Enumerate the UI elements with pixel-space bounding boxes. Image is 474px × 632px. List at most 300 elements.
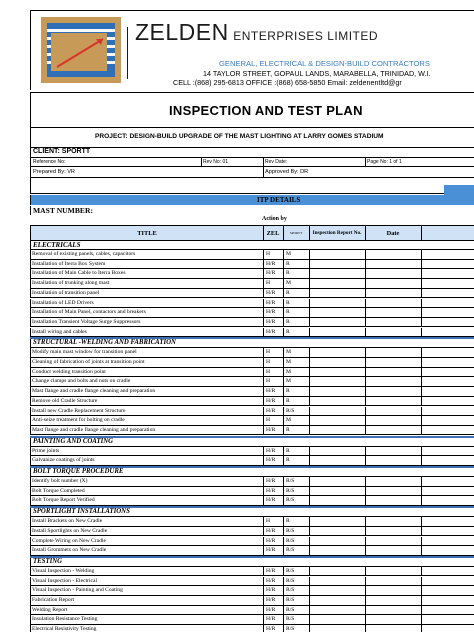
row-sportt-action: R [286, 309, 290, 316]
cell-border [263, 299, 264, 308]
cell-border [263, 260, 264, 269]
row-sportt-action: R/S [286, 597, 295, 603]
cell-border [365, 299, 366, 308]
cell-border [365, 377, 366, 386]
row-zel-action: H/R [266, 547, 276, 554]
cell-border [309, 328, 310, 337]
cell-border [365, 487, 366, 496]
row-sportt-action: R/S [286, 606, 295, 613]
cell-border [283, 348, 284, 357]
cell-border [365, 546, 366, 555]
cell-border [309, 416, 310, 425]
row-sportt-action: R [286, 318, 290, 325]
row-zel-action: H/R [266, 626, 276, 632]
cell-border [365, 477, 366, 486]
row-zel-action: H [266, 251, 271, 257]
section-header [30, 241, 474, 250]
row-title: Cleaning of fabrication of joints at transition point [32, 359, 145, 365]
cell-border [283, 625, 284, 632]
cell-border [421, 250, 422, 259]
row-sportt-action: R/S [286, 587, 295, 594]
cell-border [365, 250, 366, 259]
cell-border [365, 397, 366, 406]
section-title: PAINTING AND COATING [33, 437, 114, 445]
row-sportt-action: R [286, 447, 290, 454]
spreadsheet [30, 10, 474, 632]
cell-border [365, 426, 366, 435]
cell-border [421, 577, 422, 586]
row-sportt-action: R/S [286, 567, 295, 574]
row-sportt-action: R [286, 270, 290, 277]
prepared-row [30, 167, 474, 178]
cell-border [263, 250, 264, 259]
cell-border [263, 477, 264, 486]
cell-border [421, 289, 422, 298]
row-title: Fabrication Report [32, 597, 75, 603]
table-row [30, 377, 474, 387]
table-row [30, 606, 474, 616]
table-row [30, 279, 474, 289]
row-zel-action: H [266, 518, 271, 525]
cell-border [263, 416, 264, 425]
cell-border [309, 387, 310, 396]
cell-border [283, 527, 284, 536]
row-zel-action: H/R [266, 388, 276, 395]
row-title: Conduct welding transition point [32, 368, 106, 375]
table-row [30, 496, 474, 506]
letterhead [30, 10, 474, 90]
cell-border [283, 260, 284, 269]
row-title: Bolt Torque Completed [32, 487, 85, 494]
cell-border [309, 567, 310, 576]
cell-border [309, 397, 310, 406]
table-row [30, 567, 474, 577]
row-title: Install wiring and cables [32, 328, 87, 335]
cell-border [263, 596, 264, 605]
cell-border [263, 368, 264, 377]
row-zel-action: H/R [266, 407, 276, 414]
row-sportt-action: R [286, 397, 290, 404]
cell-border [263, 318, 264, 327]
table-row [30, 348, 474, 358]
row-sportt-action: M [286, 359, 291, 365]
cell-border [263, 546, 264, 555]
row-zel-action: H/R [266, 260, 276, 267]
cell-border [365, 567, 366, 576]
cell-border [263, 487, 264, 496]
section-title: ELECTRICALS [33, 241, 81, 249]
cell-border [365, 260, 366, 269]
table-row [30, 447, 474, 457]
cell-border [283, 358, 284, 367]
row-title: Installation of Iterra Box System [32, 260, 106, 267]
cell-border [283, 318, 284, 327]
row-sportt-action: M [286, 368, 291, 375]
row-title: Visual Inspection - Welding [32, 567, 95, 574]
spacer-row [30, 178, 474, 194]
table-row [30, 487, 474, 497]
page-no: Page No: 1 of 1 [367, 159, 402, 165]
cell-border [283, 567, 284, 576]
cell-border [421, 456, 422, 465]
table-row [30, 328, 474, 338]
row-sportt-action: M [286, 378, 291, 385]
table-row [30, 456, 474, 466]
cell-border [283, 269, 284, 278]
row-title: Modify main mast window for transition panel [32, 349, 137, 356]
row-zel-action: H/R [266, 587, 276, 594]
row-title: Install new Cradle Replacement Structure [32, 407, 126, 414]
row-title: Visual Inspection - Painting and Coating [32, 587, 123, 594]
row-title: Bolt Torque Report Verified [32, 497, 95, 504]
cell-border [283, 299, 284, 308]
cell-border [283, 368, 284, 377]
cell-border [309, 368, 310, 377]
cell-border [263, 586, 264, 595]
section-header [30, 468, 474, 477]
row-title: Installation Transient Voltage Surge Suppressors [32, 318, 141, 325]
cell-border [365, 496, 366, 505]
cell-border [309, 289, 310, 298]
cell-border [309, 596, 310, 605]
cell-border [365, 596, 366, 605]
row-sportt-action: R/S [286, 478, 295, 484]
row-title: Change clamps and bolts and nuts on cradle [32, 378, 131, 385]
cell-border [421, 426, 422, 435]
row-zel-action: H/R [266, 289, 276, 296]
project-row [30, 128, 474, 148]
row-title: Install Grommets on New Cradle [32, 547, 107, 554]
client-name: CLIENT: SPORTT [33, 148, 91, 155]
table-row [30, 250, 474, 260]
cell-border [263, 289, 264, 298]
cell-border [283, 416, 284, 425]
company-name-big: ZELDEN [135, 19, 229, 45]
cell-border [309, 250, 310, 259]
row-zel-action: H/R [266, 270, 276, 277]
table-row [30, 527, 474, 537]
row-zel-action: H/R [266, 299, 276, 306]
cell-border [283, 456, 284, 465]
cell-border [309, 308, 310, 317]
cell-border [365, 416, 366, 425]
col-zel: ZEL [266, 229, 280, 237]
cell-border [365, 615, 366, 624]
row-sportt-action: M [286, 417, 291, 424]
cell-border [283, 328, 284, 337]
section-title: BOLT TORQUE PROCEDURE [33, 468, 124, 475]
row-zel-action: H/R [266, 478, 276, 484]
section-header [30, 508, 474, 517]
company-address: 14 TAYLOR STREET, GOPAUL LANDS, MARABELLA, TRINIDAD, W.I. [203, 69, 431, 78]
table-row [30, 537, 474, 547]
cell-border [309, 527, 310, 536]
row-title: Installation of trunking along mast [32, 280, 110, 287]
cell-border [309, 447, 310, 456]
row-zel-action: H/R [266, 597, 276, 603]
cell-border [365, 289, 366, 298]
cell-border [365, 517, 366, 526]
reference-row [30, 158, 474, 167]
row-zel-action: H/R [266, 328, 276, 335]
row-title: Electrical Resistivity Testing [32, 626, 97, 632]
row-sportt-action: R/S [286, 577, 295, 584]
row-title: Anti-seize treatment for bolting on cradle [32, 417, 125, 424]
cell-border [263, 328, 264, 337]
cell-border [263, 517, 264, 526]
cell-border [365, 318, 366, 327]
table-row [30, 299, 474, 309]
cell-border [365, 606, 366, 615]
row-zel-action: H/R [266, 397, 276, 404]
cell-border [283, 426, 284, 435]
section-title: SPORTLIGHT INSTALLATIONS [33, 508, 130, 516]
cell-border [309, 279, 310, 288]
cell-border [365, 279, 366, 288]
cell-border [365, 537, 366, 546]
cell-border [263, 496, 264, 505]
cell-border [421, 416, 422, 425]
cell-border [309, 407, 310, 416]
table-row [30, 586, 474, 596]
cell-border [365, 577, 366, 586]
cell-border [421, 387, 422, 396]
cell-border [309, 269, 310, 278]
cell-border [421, 477, 422, 486]
table-row [30, 625, 474, 632]
section-header [30, 438, 474, 447]
cell-border [309, 260, 310, 269]
cell-border [309, 537, 310, 546]
row-title: Mast flange and cradle flange cleaning and preparation [32, 388, 156, 395]
table-row [30, 477, 474, 487]
table-row [30, 615, 474, 625]
project-name: PROJECT: DESIGN-BUILD UPGRADE OF THE MAST LIGHTING AT LARRY GOMES STADIUM [95, 133, 384, 140]
row-zel-action: H [266, 359, 271, 365]
cell-border [309, 615, 310, 624]
table-row [30, 358, 474, 368]
col-report: Inspection Report No. [312, 230, 362, 236]
cell-border [309, 299, 310, 308]
cell-border [283, 546, 284, 555]
row-sportt-action: R [286, 260, 290, 267]
row-sportt-action: R/S [286, 547, 295, 554]
cell-border [283, 387, 284, 396]
cell-border [421, 318, 422, 327]
cell-border [263, 606, 264, 615]
row-zel-action: H [266, 349, 271, 356]
cell-border [421, 260, 422, 269]
row-title: Mast flange and cradle flange cleaning and preparation [32, 426, 156, 433]
row-sportt-action: R [286, 328, 290, 335]
row-title: Identify bolt number (X) [32, 478, 88, 484]
row-zel-action: H/R [266, 447, 276, 454]
cell-border [365, 387, 366, 396]
cell-border [421, 308, 422, 317]
cell-border [421, 567, 422, 576]
cell-border [263, 308, 264, 317]
cell-border [421, 377, 422, 386]
row-sportt-action: R/S [286, 626, 295, 632]
row-title: Install Sportlights on New Cradle [32, 527, 108, 534]
cell-border [365, 527, 366, 536]
table-row [30, 260, 474, 270]
company-logo [41, 17, 121, 83]
cell-border [421, 299, 422, 308]
table-row [30, 407, 474, 417]
row-sportt-action: R [286, 299, 290, 306]
section-header [30, 339, 474, 348]
table-row [30, 318, 474, 328]
col-date: Date [386, 229, 400, 237]
row-title: Removal of existing panels, cables, capacitors [32, 251, 136, 257]
table-row [30, 416, 474, 426]
cell-border [263, 456, 264, 465]
row-sportt-action: R [286, 426, 290, 433]
table-row [30, 517, 474, 527]
itp-bar-extension [444, 185, 474, 195]
company-name [135, 19, 378, 46]
cell-border [283, 577, 284, 586]
cell-border [421, 397, 422, 406]
row-zel-action: H [266, 417, 271, 424]
mast-number-row [30, 206, 474, 215]
cell-border [283, 496, 284, 505]
cell-border [283, 606, 284, 615]
table-row [30, 577, 474, 587]
cell-border [309, 586, 310, 595]
row-zel-action: H/R [266, 487, 276, 494]
col-sportt: SPORTT [289, 231, 303, 235]
cell-border [283, 596, 284, 605]
cell-border [283, 250, 284, 259]
cell-border [421, 269, 422, 278]
row-sportt-action: R [286, 518, 290, 525]
table-row [30, 308, 474, 318]
row-sportt-action: R [286, 388, 290, 395]
cell-border [283, 397, 284, 406]
table-row [30, 596, 474, 606]
cell-border [309, 546, 310, 555]
cell-border [309, 348, 310, 357]
cell-border [263, 387, 264, 396]
row-sportt-action: R/S [286, 497, 295, 504]
cell-border [309, 625, 310, 632]
row-sportt-action: R/S [286, 616, 295, 623]
row-sportt-action: M [286, 280, 291, 287]
row-sportt-action: R [286, 457, 290, 464]
row-title: Install Brackets on New Cradle [32, 518, 103, 525]
cell-border [421, 537, 422, 546]
row-zel-action: H/R [266, 457, 276, 464]
row-zel-action: H [266, 280, 271, 287]
cell-border [421, 596, 422, 605]
rev-no: Rev No: 01 [203, 159, 229, 165]
cell-border [309, 517, 310, 526]
section-title: TESTING [33, 557, 63, 565]
table-header [30, 225, 474, 241]
cell-border [283, 289, 284, 298]
cell-border [263, 527, 264, 536]
cell-border [263, 447, 264, 456]
cell-border [365, 368, 366, 377]
row-zel-action: H/R [266, 606, 276, 613]
cell-border [421, 328, 422, 337]
cell-border [365, 407, 366, 416]
cell-border [365, 269, 366, 278]
row-zel-action: H/R [266, 309, 276, 316]
cell-border [421, 348, 422, 357]
company-name-small: ENTERPRISES LIMITED [233, 29, 379, 43]
row-title: Installation of LED Drivers [32, 299, 94, 306]
prepared-by: Prepared By: VR [33, 169, 75, 175]
cell-border [365, 358, 366, 367]
row-zel-action: H/R [266, 616, 276, 623]
row-zel-action: H [266, 368, 271, 375]
row-sportt-action: M [286, 251, 291, 257]
cell-border [365, 456, 366, 465]
row-title: Galvanize coatings of joints [32, 457, 95, 464]
cell-border [421, 625, 422, 632]
cell-border [309, 318, 310, 327]
reference-label: Reference No: [33, 159, 66, 165]
row-title: Visual Inspection - Electrical [32, 577, 98, 584]
cell-border [421, 487, 422, 496]
cell-border [263, 577, 264, 586]
table-row [30, 387, 474, 397]
cell-border [263, 269, 264, 278]
row-sportt-action: R/S [286, 487, 295, 494]
row-zel-action: H/R [266, 497, 276, 504]
cell-border [263, 348, 264, 357]
cell-border [283, 537, 284, 546]
cell-border [263, 358, 264, 367]
cell-border [263, 397, 264, 406]
cell-border [263, 377, 264, 386]
cell-border [421, 586, 422, 595]
cell-border [365, 625, 366, 632]
cell-border [309, 426, 310, 435]
cell-border [263, 615, 264, 624]
table-row [30, 546, 474, 556]
table-row [30, 397, 474, 407]
client-row [30, 148, 474, 158]
cell-border [365, 308, 366, 317]
itp-details-label: ITP DETAILS [257, 196, 301, 204]
itp-details-bar [30, 195, 474, 205]
cell-border [263, 279, 264, 288]
cell-border [263, 537, 264, 546]
cell-border [263, 426, 264, 435]
cell-border [309, 456, 310, 465]
table-row [30, 368, 474, 378]
cell-border [263, 625, 264, 632]
row-zel-action: H/R [266, 537, 276, 544]
row-zel-action: H/R [266, 577, 276, 584]
row-title: Insulation Resistance Testing [32, 616, 98, 623]
cell-border [283, 308, 284, 317]
row-zel-action: H/R [266, 426, 276, 433]
cell-border [309, 487, 310, 496]
cell-border [283, 407, 284, 416]
row-title: Welding Report [32, 606, 68, 613]
row-sportt-action: R/S [286, 537, 295, 544]
cell-border [421, 606, 422, 615]
cell-border [309, 496, 310, 505]
mast-number-label: MAST NUMBER: [33, 206, 93, 215]
company-tagline: GENERAL, ELECTRICAL & DESIGN-BUILD CONTRACTORS [219, 59, 430, 68]
rev-date: Rev Date: [265, 159, 288, 165]
